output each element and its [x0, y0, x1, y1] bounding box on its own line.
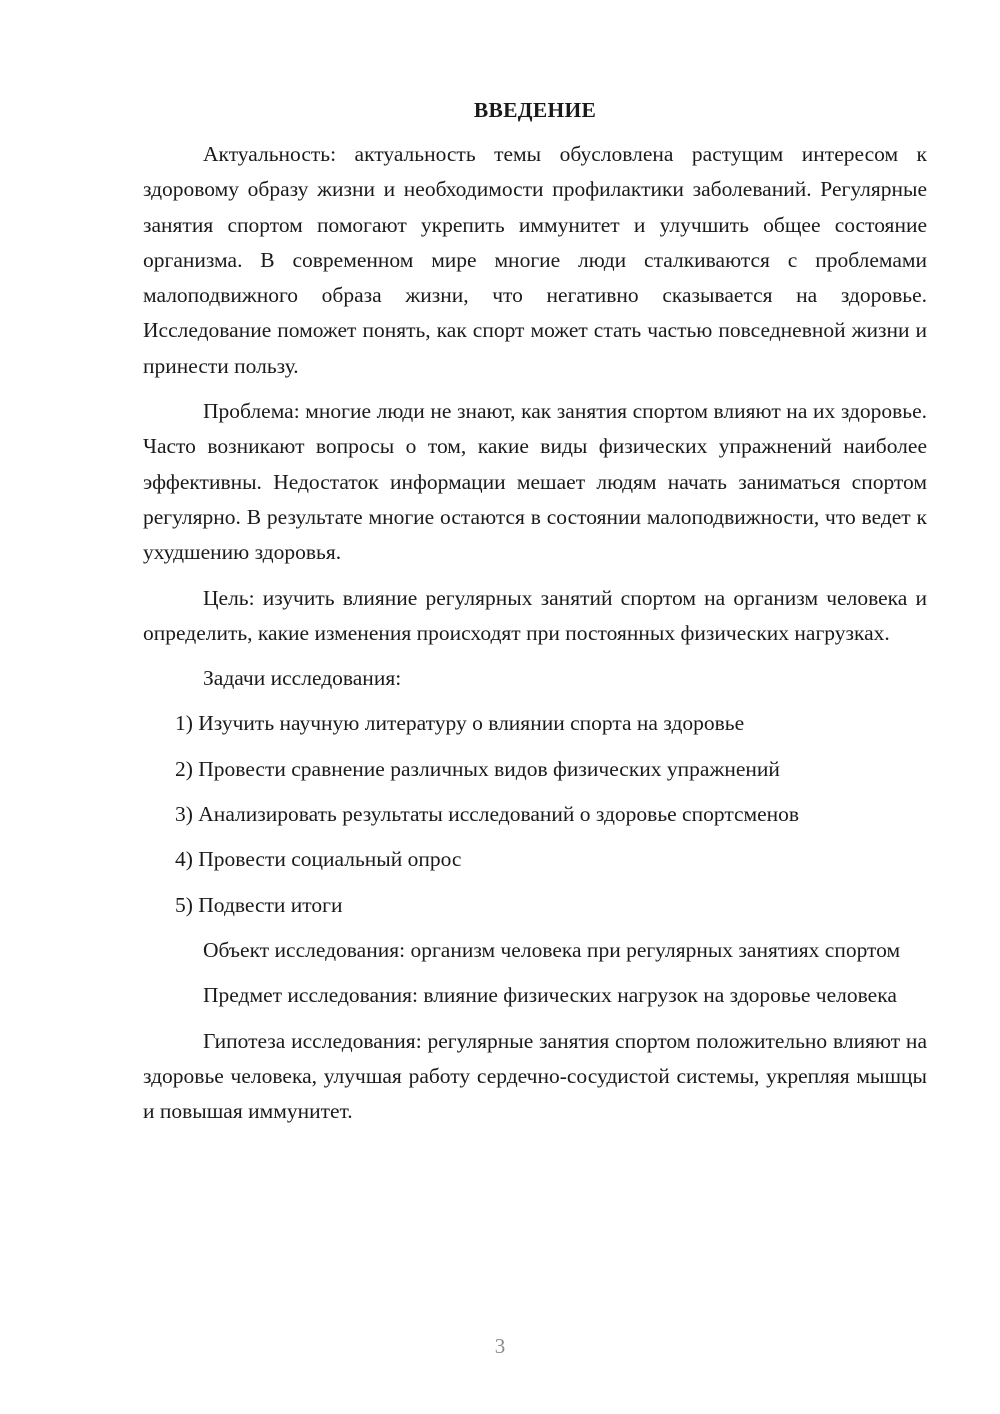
- list-item: 4) Провести социальный опрос: [175, 847, 462, 872]
- page-content: [143, 95, 927, 1139]
- list-item: 5) Подвести итоги: [175, 892, 343, 917]
- relevance-paragraph: Актуальность: актуальность темы обусловлена растущим интересом к здоровому образу жизни и необходимости профилактики заболеваний. Регулярные занятия спортом помогают укрепить иммунитет и улучшить общее состояние организма. В современном мире многие люди сталкиваются с проблемами малоподвижного образа жизни, что негативно сказывается на здоровье. Исследование поможет понять, как спорт может стать частью повседневной жизни и принести пользу.: [143, 142, 927, 378]
- tasks-list: [143, 706, 927, 922]
- object-paragraph: Объект исследования: организм человека при регулярных занятиях спортом: [203, 937, 901, 962]
- subject-paragraph: Предмет исследования: влияние физических нагрузок на здоровье человека: [203, 983, 897, 1008]
- hypothesis-paragraph: Гипотеза исследования: регулярные занятия спортом положительно влияют на здоровье человека, улучшая работу сердечно-сосудистой системы, укрепляя мышцы и повышая иммунитет.: [143, 1028, 927, 1124]
- tasks-heading: Задачи исследования:: [203, 666, 402, 691]
- goal-paragraph: Цель: изучить влияние регулярных занятий спортом на организм человека и определить, какие изменения происходят при постоянных физических нагрузках.: [143, 585, 927, 645]
- page-number: 3: [494, 1334, 506, 1358]
- problem-paragraph: Проблема: многие люди не знают, как занятия спортом влияют на их здоровье. Часто возникают вопросы о том, какие виды физических упражнений наиболее эффективны. Недостаток информации мешает людям начать заниматься спортом регулярно. В результате многие остаются в состоянии малоподвижности, что ведет к ухудшению здоровья.: [143, 399, 927, 565]
- list-item: 2) Провести сравнение различных видов физических упражнений: [175, 756, 780, 781]
- list-item: 1) Изучить научную литературу о влиянии спорта на здоровье: [175, 711, 745, 736]
- list-item: 3) Анализировать результаты исследований о здоровье спортсменов: [175, 802, 800, 827]
- section-title: ВВЕДЕНИЕ: [473, 98, 597, 122]
